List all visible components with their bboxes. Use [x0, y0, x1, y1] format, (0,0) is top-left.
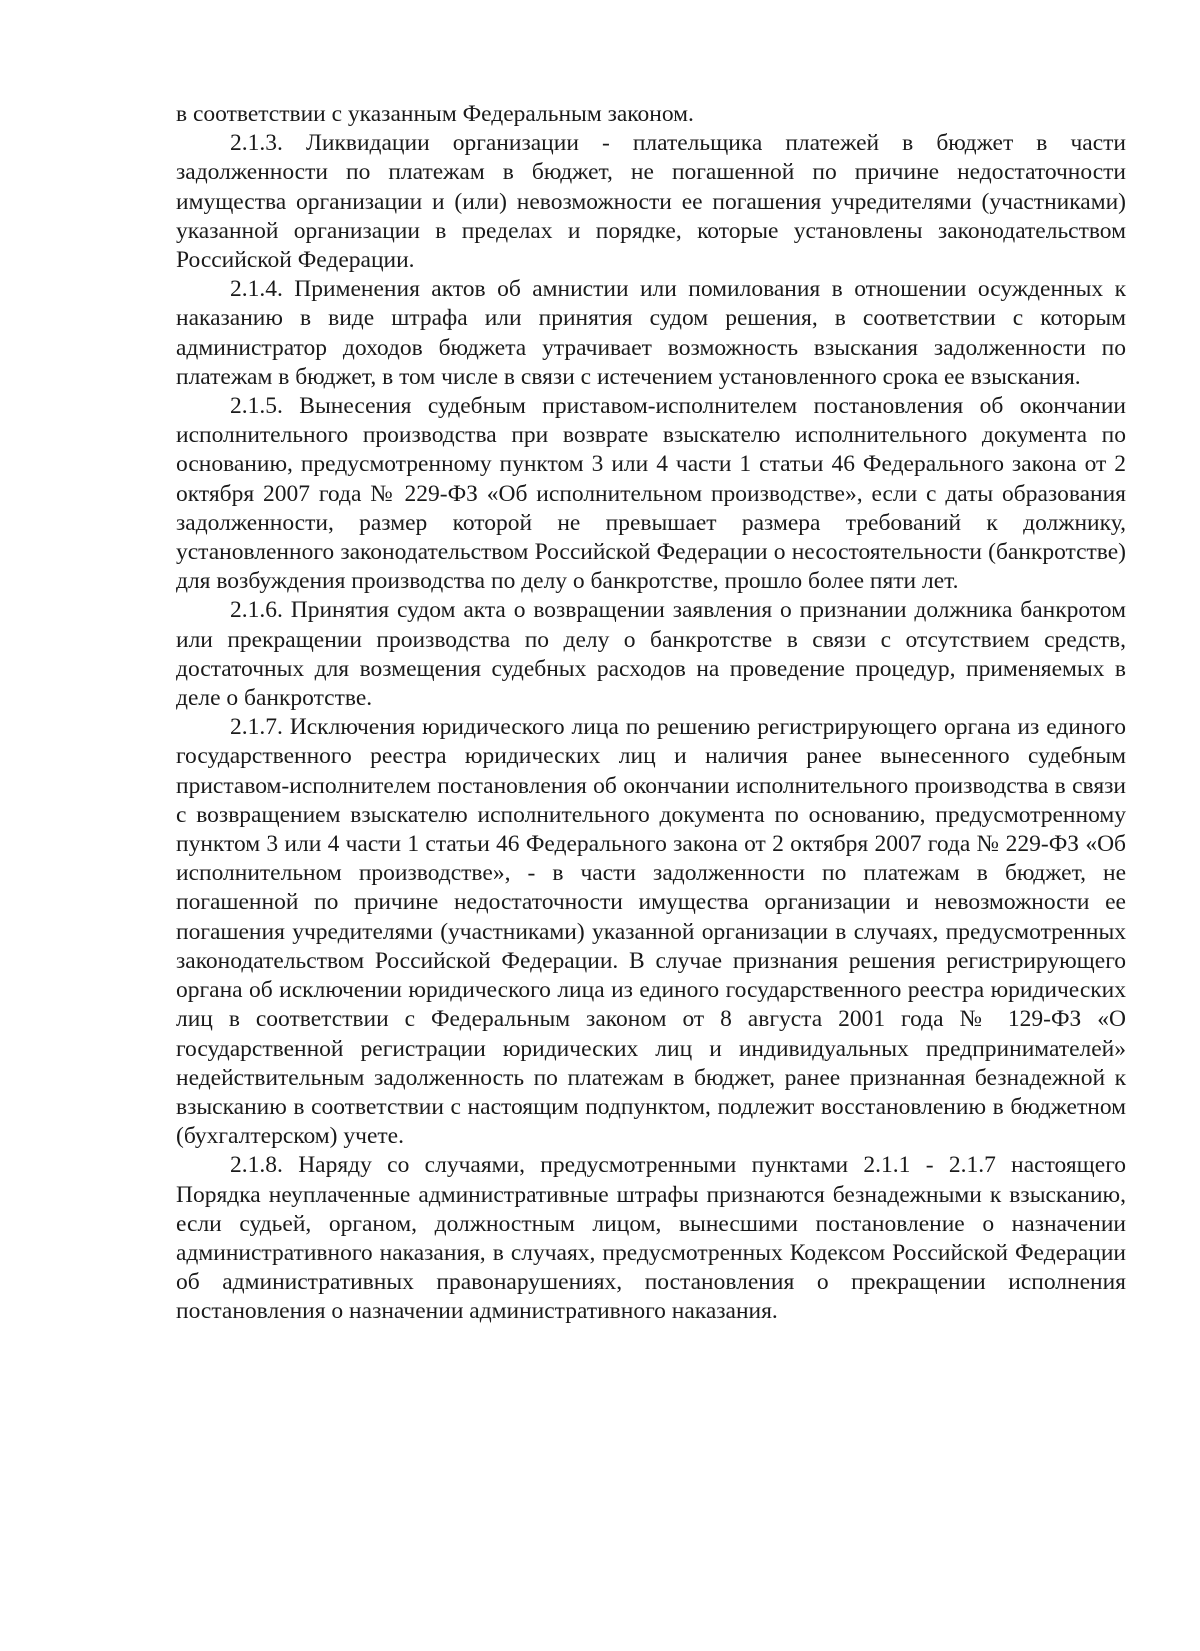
paragraph-2-1-7: 2.1.7. Исключения юридического лица по решению регистрирующего органа из единого государственного реестра юридических лиц и наличия ранее вынесенного судебным приставом-исполнителем постановления об окончании исполнительного производства в связи с возвращением взыскателю исполнительного документа по основанию, предусмотренному пунктом 3 или 4 части 1 статьи 46 Федерального закона от 2 октября 2007 года № 229-ФЗ «Об исполнительном производстве», - в части задолженности по платежам в бюджет, не погашенной по причине недостаточности имущества организации и невозможности ее погашения учредителями (участниками) указанной организации в случаях, предусмотренных законодательством Российской Федерации. В случае признания решения регистрирующего органа об исключении юридического лица из единого государственного реестра юридических лиц в соответствии с Федеральным законом от 8 августа 2001 года № 129-ФЗ «О государственной регистрации юридических лиц и индивидуальных предпринимателей» недействительным задолженность по платежам в бюджет, ранее признанная безнадежной к взысканию в соответствии с настоящим подпунктом, подлежит восстановлению в бюджетном (бухгалтерском) учете.: [176, 714, 1126, 1150]
paragraph-2-1-3: 2.1.3. Ликвидации организации - плательщика платежей в бюджет в части задолженности по платежам в бюджет, не погашенной по причине недостаточности имущества организации и (или) невозможности ее погашения учредителями (участниками) указанной организации в пределах и порядке, которые установлены законодательством Российской Федерации.: [176, 130, 1126, 274]
paragraph-2-1-5: 2.1.5. Вынесения судебным приставом-исполнителем постановления об окончании исполнительного производства при возврате взыскателю исполнительного документа по основанию, предусмотренному пунктом 3 или 4 части 1 статьи 46 Федерального закона от 2 октября 2007 года № 229-ФЗ «Об исполнительном производстве», если с даты образования задолженности, размер которой не превышает размера требований к должнику, установленного законодательством Российской Федерации о несостоятельности (банкротстве) для возбуждения производства по делу о банкротстве, прошло более пяти лет.: [176, 393, 1126, 595]
paragraph-continuation: в соответствии с указанным Федеральным законом.: [176, 101, 694, 127]
paragraph-2-1-4: 2.1.4. Применения актов об амнистии или помилования в отношении осужденных к наказанию в виде штрафа или принятия судом решения, в соответствии с которым администратор доходов бюджета утрачивает возможность взыскания задолженности по платежам в бюджет, в том числе в связи с истечением установленного срока ее взыскания.: [176, 276, 1126, 390]
paragraph-2-1-8: 2.1.8. Наряду со случаями, предусмотренными пунктами 2.1.1 - 2.1.7 настоящего Порядка неуплаченные административные штрафы признаются безнадежными к взысканию, если судьей, органом, должностным лицом, вынесшими постановление о назначении административного наказания, в случаях, предусмотренных Кодексом Российской Федерации об административных правонарушениях, постановления о прекращении исполнения постановления о назначении административного наказания.: [176, 1152, 1126, 1325]
paragraph-2-1-6: 2.1.6. Принятия судом акта о возвращении заявления о признании должника банкротом или прекращении производства по делу о банкротстве в связи с отсутствием средств, достаточных для возмещения судебных расходов на проведение процедур, применяемых в деле о банкротстве.: [176, 597, 1126, 712]
document-body: [176, 100, 1126, 1327]
